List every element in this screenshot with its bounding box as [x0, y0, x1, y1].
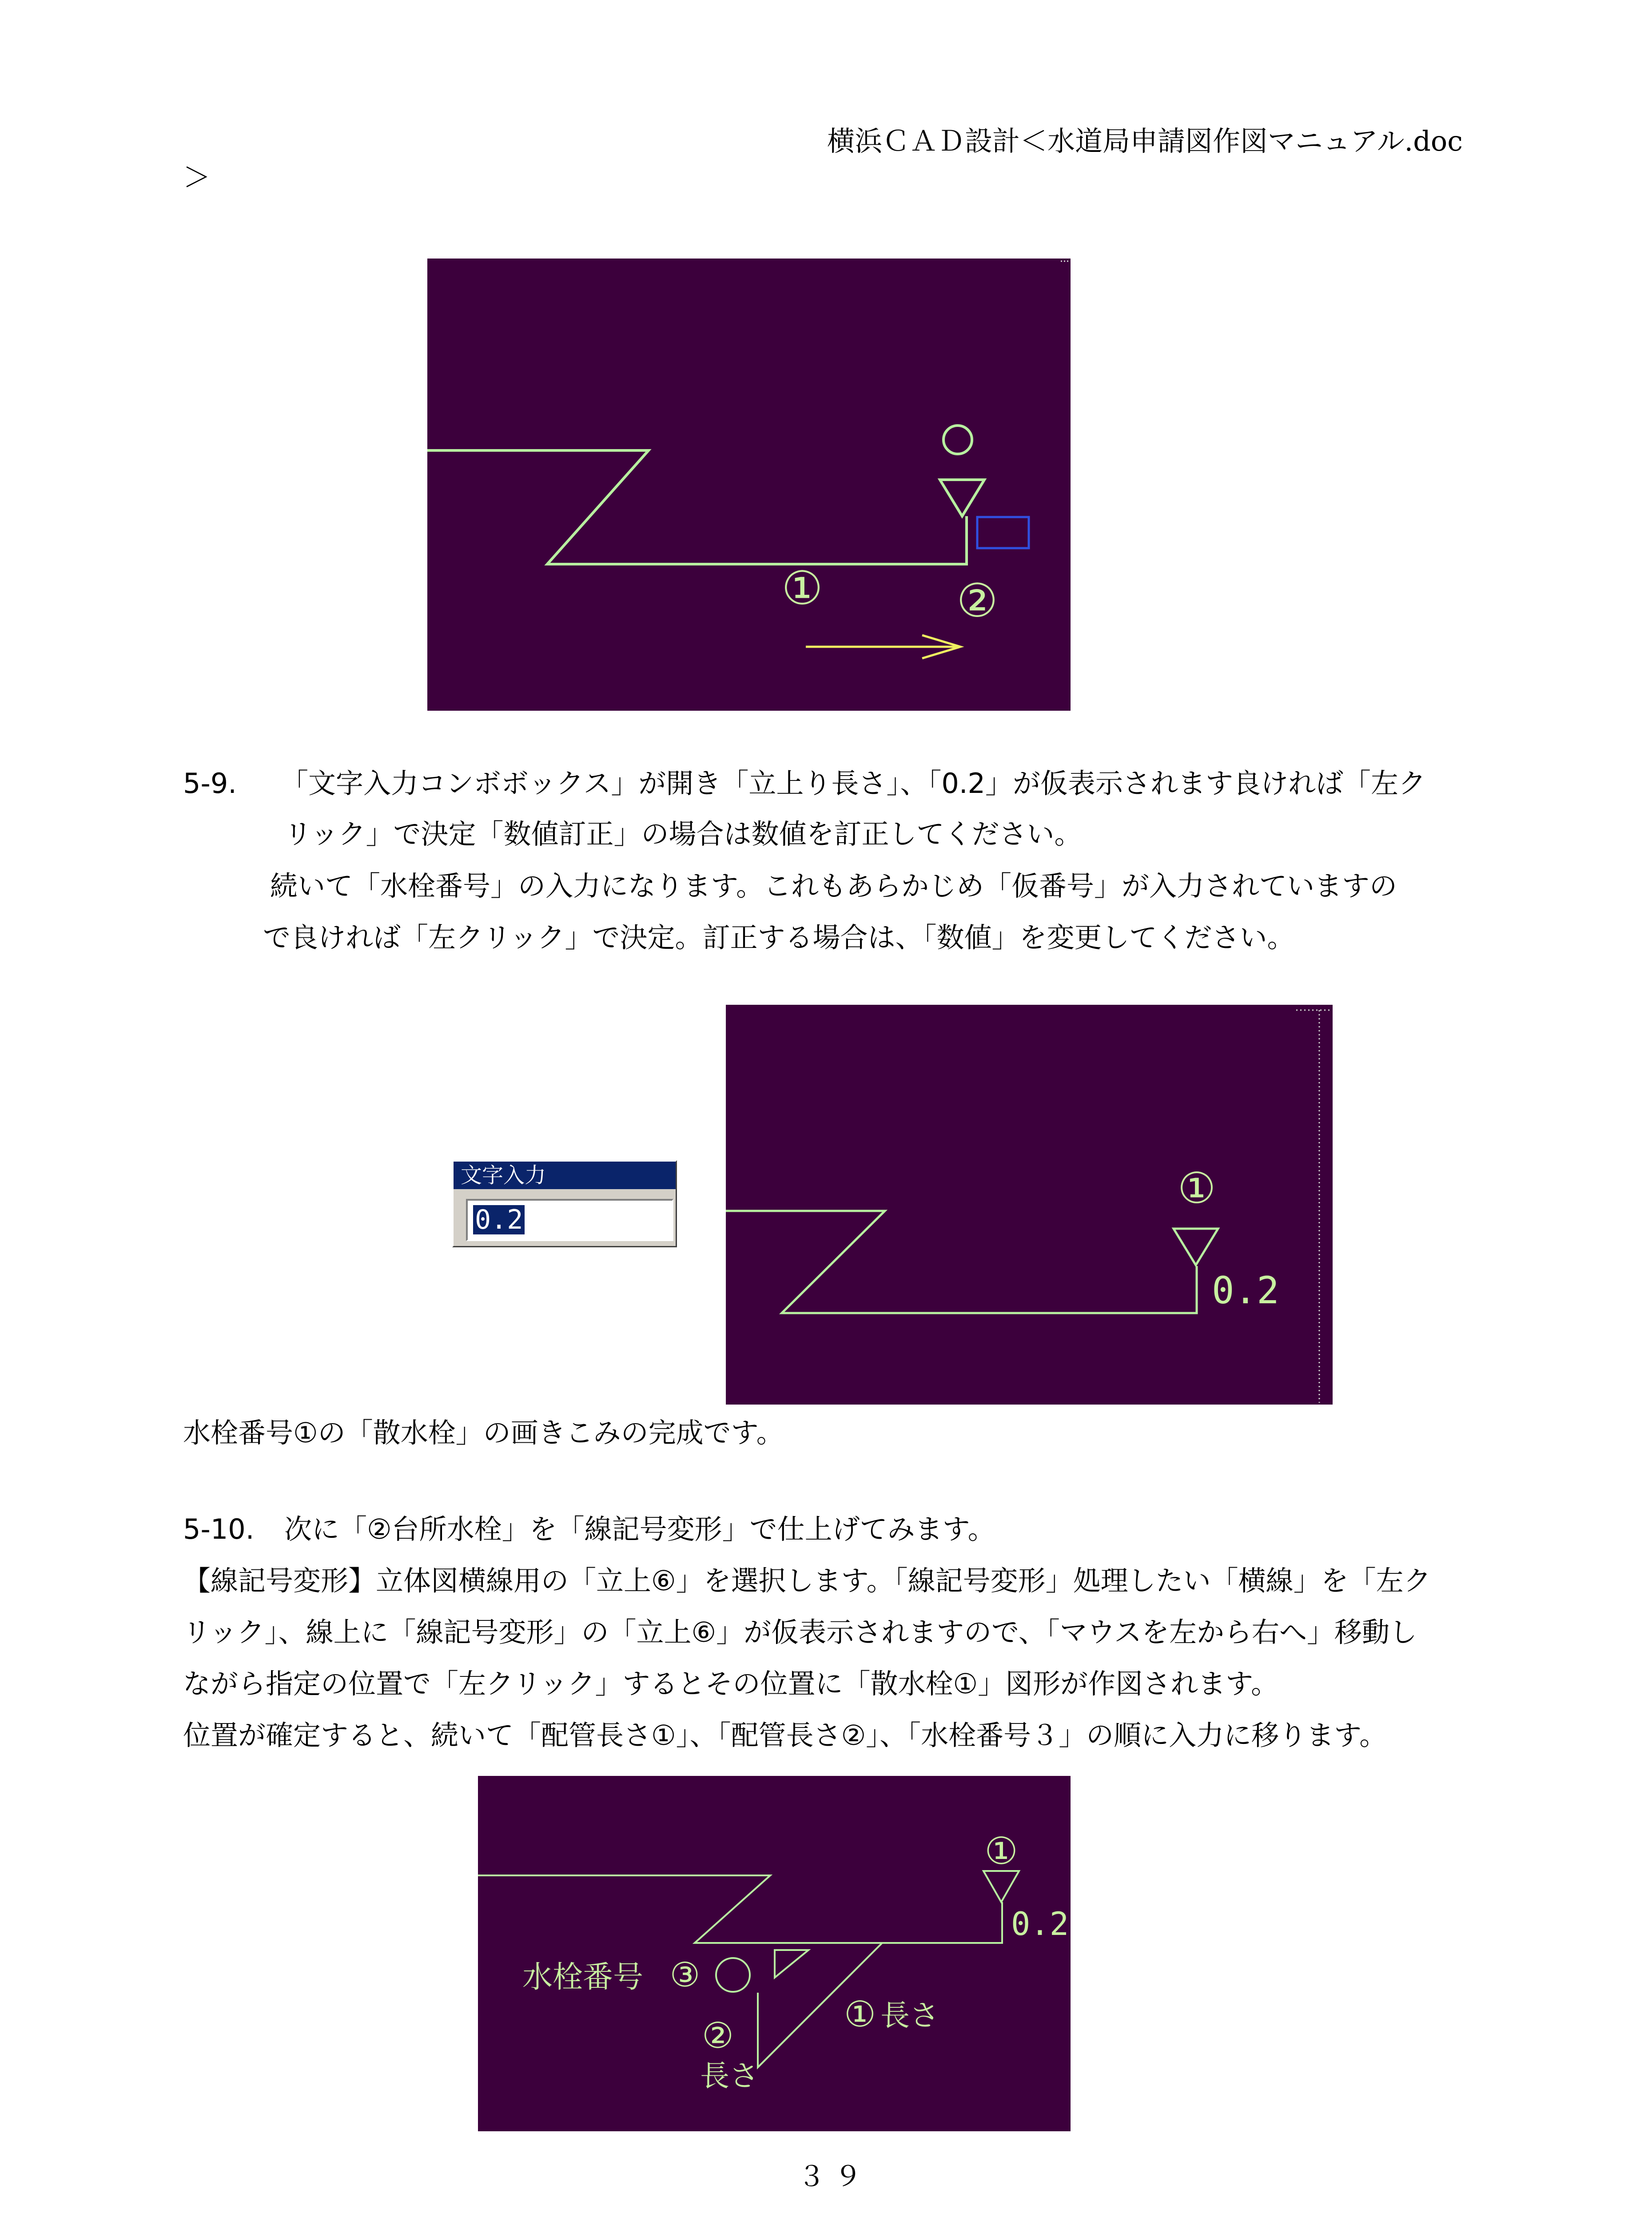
pipe-line — [427, 450, 967, 564]
document-header-continuation: ＞ — [183, 161, 211, 194]
section-5-9-line3: 続いて「水栓番号」の入力になります。これもあらかじめ「仮番号」が入力されていますの — [270, 870, 1397, 902]
section-5-9-number: 5-9. — [183, 767, 237, 800]
text-input-field[interactable] — [466, 1199, 673, 1241]
cad-figure-1 — [427, 259, 1071, 711]
figure1-label-1: ① — [781, 561, 823, 615]
cad-figure-2-drawing — [726, 1005, 1333, 1405]
cad-figure-3 — [478, 1776, 1071, 2131]
section-5-9-line1: 「文字入力コンボボックス」が開き「立上り長さ」、「0.2」が仮表示されます良ければ「左ク — [281, 767, 1426, 800]
circle-1-label: ① — [844, 1994, 876, 2035]
hydrant-circle — [943, 426, 972, 454]
selection-box — [977, 517, 1029, 548]
text-input-window — [452, 1160, 677, 1247]
cad-figure-3-drawing — [478, 1776, 1071, 2131]
pipe-line — [726, 1211, 1197, 1313]
text-input-value: 0.2 — [473, 1205, 525, 1234]
section-5-9-line2: リック」で決定「数値訂正」の場合は数値を訂正してください。 — [284, 818, 1082, 850]
figure2-value: 0.2 — [1212, 1269, 1279, 1312]
section-5-9-line4: で良ければ「左クリック」で決定。訂正する場合は、「数値」を変更してください。 — [263, 921, 1295, 954]
length-2-label: 長さ — [700, 2059, 759, 2093]
circle-3-label: ③ — [669, 1955, 701, 1994]
cad-figure-2 — [726, 1005, 1333, 1405]
text-input-window-title: 文字入力 — [454, 1162, 676, 1189]
section-5-10-line1: 次に「②台所水栓」を「線記号変形」で仕上げてみます。 — [284, 1513, 995, 1545]
section-5-10-line4: ながら指定の位置で「左クリック」するとその位置に「散水栓①」図形が作図されます。 — [183, 1668, 1279, 1700]
document-header: 横浜ＣＡＤ設計＜水道局申請図作図マニュアル.doc — [827, 125, 1463, 157]
circle-2-label: ② — [702, 2015, 734, 2056]
riser-triangle — [1174, 1229, 1218, 1265]
length-1-label: 長さ — [880, 1998, 939, 2033]
riser-flag — [775, 1950, 808, 1978]
cad-figure-1-drawing — [427, 259, 1071, 711]
hydrant-number-label: 水栓番号 — [522, 1960, 644, 1995]
hydrant-circle — [716, 1958, 750, 1992]
riser-triangle — [983, 1871, 1019, 1902]
section-5-10-number: 5-10. — [183, 1513, 255, 1545]
figure3-label-1: ① — [984, 1829, 1018, 1873]
section-5-10-line2: 【線記号変形】立体図横線用の「立上⑥」を選択します。「線記号変形」処理したい「横線」を「左ク — [183, 1564, 1431, 1597]
page-number: ３９ — [798, 2160, 871, 2193]
section-5-10-line3: リック」、線上に「線記号変形」の「立上⑥」が仮表示されますので、「マウスを左から右へ」移動し — [183, 1616, 1417, 1648]
pipe-line — [478, 1875, 1002, 1943]
completion-text: 水栓番号①の「散水栓」の画きこみの完成です。 — [183, 1417, 784, 1449]
section-5-10-line5: 位置が確定すると、続いて「配管長さ①」、「配管長さ②」、「水栓番号３」の順に入力に移ります。 — [183, 1719, 1387, 1751]
figure3-value: 0.2 — [1011, 1905, 1069, 1942]
riser-triangle — [940, 480, 984, 516]
figure2-label-1: ① — [1177, 1163, 1216, 1213]
figure1-label-2: ② — [956, 573, 998, 628]
